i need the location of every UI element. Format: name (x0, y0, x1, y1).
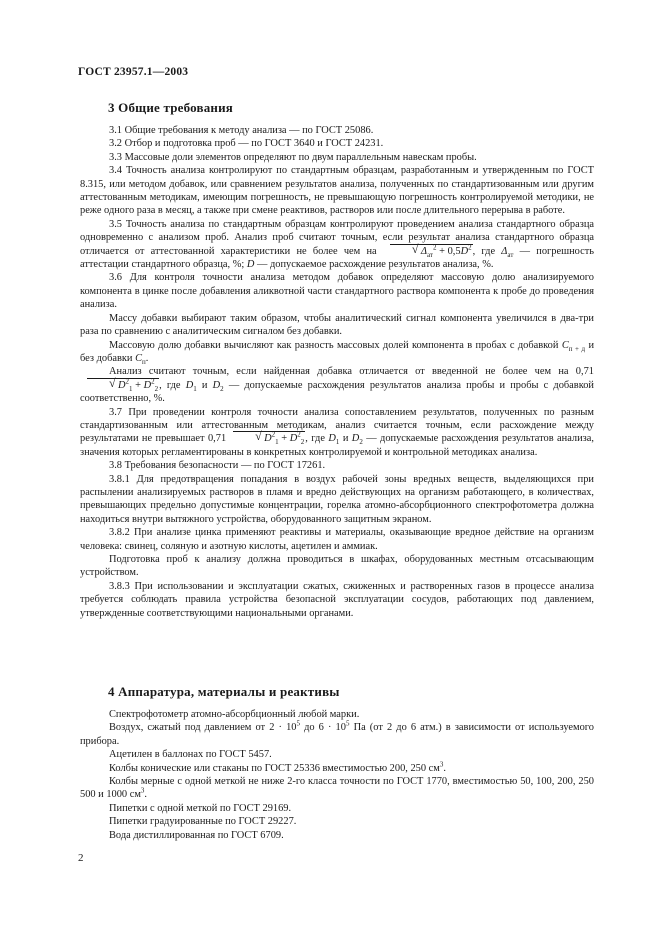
formula-sqrt-d1-d2: √ $D^2_1 + D^2_2$ (80, 379, 159, 392)
clause-3-6-accuracy: Анализ считают точным, если найденная добавка отличается от введенной не более чем на 0,71 √ $D^2_1 + D^2_2$, где $D_1$ и $D_2$ — допускаемые расхождения результатов анализа пробы и пробы с добавкой соответственно, %. (80, 366, 594, 405)
equipment-acetylene: Ацетилен в баллонах по ГОСТ 5457. (109, 749, 272, 761)
clause-3-6: 3.6 Для контроля точности анализа методом добавок определяют массовую долю анализируемого компонента в цинке после добавления аликвотной части стандартного раствора компонента к пробе до проведения анализа. (80, 272, 594, 311)
equipment-pipettes-graduated: Пипетки градуированные по ГОСТ 29227. (109, 816, 297, 828)
equipment-spectrophotometer: Спектрофотометр атомно-абсорбционный любой марки. (109, 709, 360, 720)
clause-3-5: 3.5 Точность анализа по стандартным образцам контролируют проведением анализа стандартного образца одновременно с анализом проб. Анализ проб считают точным, если результат анализа стандартного образца отличается от аттестованной характеристики не более чем на √ $\Delta_{ат}^2 + 0,5D^2$, где $\Delta_{ат}$ — погрешность аттестации стандартного образца, %; D — допускаемое расхождение результатов анализа, %. (80, 218, 594, 271)
clause-3-4: 3.4 Точность анализа контролируют по стандартным образцам, разработанным и утвержденным по ГОСТ 8.315, или методом добавок, или сравнением результатов анализа, полученных по стандартизованным или другим аттестованным методикам, имеющим погрешность, не превышающую погрешность контролируемой методики, не реже одного раза в месяц, а также при смене реактивов, растворов или после длительного перерыва в работе. (80, 165, 594, 217)
clause-3-5-text-a: 3.5 Точность анализа по стандартным образцам контролируют проведением анализа стандартного образца одновременно с анализом проб. Анализ проб считают точным, если результат анализа стандартного образца отличается от аттестованной характеристики не более чем на (80, 218, 594, 257)
clause-3-8-3: 3.8.3 При использовании и эксплуатации сжатых, сжиженных и растворенных газов в процессе анализа требуется соблюдать правила устройства безопасной эксплуатации сосудов, работающих под давлением, утвержденные соответствующими национальными органами. (80, 580, 594, 619)
sqrt-sign: √ (411, 241, 419, 256)
document-header: ГОСТ 23957.1—2003 (78, 66, 189, 78)
clause-3-2: 3.2 Отбор и подготовка проб — по ГОСТ 3640 и ГОСТ 24231. (109, 138, 384, 150)
clause-3-8-2-prep: Подготовка проб к анализу должна проводиться в шкафах, оборудованных местным отсасывающим устройством. (80, 554, 594, 579)
clause-3-7: 3.7 При проведении контроля точности анализа сопоставлением результатов, полученных по разным стандартизованным или аттестованным методикам, анализ считается точным, если расхождение между результатами не превышает 0,71 √ $D^2_1 + D^2_2$, где $D_1$ и $D_2$ — допускаемые расхождения результатов анализа, значения которых регламентированы в конкретных контролируемой и контрольной методиках анализа. (80, 406, 594, 458)
section-4-body (80, 708, 594, 842)
clause-3-5-text-d: — допускаемое расхождение результатов анализа, %. (257, 259, 494, 271)
clause-3-5-text-b: , где (472, 245, 496, 257)
clause-3-8-1: 3.8.1 Для предотвращения попадания в воздух рабочей зоны вредных веществ, выделяющихся при распылении анализируемых растворов в пламя и вредно действующих на организм работающего, в количествах, превышающих предельно допустимые концентрации, горелка атомно-абсорбционного спектрофотометра должна находиться внутри вытяжного устройства, оборудованного защитным экраном. (80, 473, 594, 525)
equipment-volumetric-flasks: Колбы мерные с одной меткой не ниже 2-го класса точности по ГОСТ 1770, вместимостью 50, 100, 200, 250 500 и 1000 $см^3$. (80, 776, 594, 801)
formula-delta: Δ (420, 245, 427, 257)
equipment-distilled-water: Вода дистиллированная по ГОСТ 6709. (109, 829, 284, 841)
clause-3-6-addition-calc: Массовую долю добавки вычисляют как разность массовых долей компонента в пробах с добавкой $C_{п + д}$ и без добавки $C_п$. (80, 339, 594, 366)
equipment-pipettes-one-mark: Пипетки с одной меткой по ГОСТ 29169. (109, 802, 292, 814)
clause-3-8-2: 3.8.2 При анализе цинка применяют реактивы и материалы, оказывающие вредное действие на организм человека: свинец, соляную и азотную кислоты, ацетилен и аммиак. (80, 527, 594, 552)
formula-sqrt-d1-d2-compare: √ $D^2_1 + D^2_2$ (226, 432, 305, 445)
sqrt-bar (390, 244, 473, 245)
clause-3-3: 3.3 Массовые доли элементов определяют по двум параллельным навескам пробы. (109, 151, 477, 163)
formula-sqrt-delta-d: √ $\Delta_{ат}^2 + 0,5D^2$ (383, 245, 473, 258)
section-3-body (80, 124, 594, 620)
clause-3-8: 3.8 Требования безопасности — по ГОСТ 17261. (109, 460, 326, 472)
clause-3-5-text-c: — погрешность аттестации стандартного образца, %; (80, 245, 594, 271)
equipment-conical-flasks: Колбы конические или стаканы по ГОСТ 25336 вместимостью 200, 250 $см^3$. (109, 760, 446, 774)
section-4-title: 4 Аппаратура, материалы и реактивы (108, 684, 340, 699)
clause-3-6-addition-mass: Массу добавки выбирают таким образом, чтобы аналитический сигнал компонента увеличился в два-три раза по сравнению с аналитическим сигналом без добавки. (80, 312, 594, 338)
clause-3-1: 3.1 Общие требования к методу анализа — по ГОСТ 25086. (109, 125, 374, 136)
section-3-title: 3 Общие требования (108, 100, 234, 115)
page-number: 2 (78, 852, 84, 864)
equipment-air: Воздух, сжатый под давлением от $2 \cdot 10^5$ до $6 \cdot 10^5$ Па (от 2 до 6 атм.) в зависимости от используемого прибора. (80, 719, 594, 747)
